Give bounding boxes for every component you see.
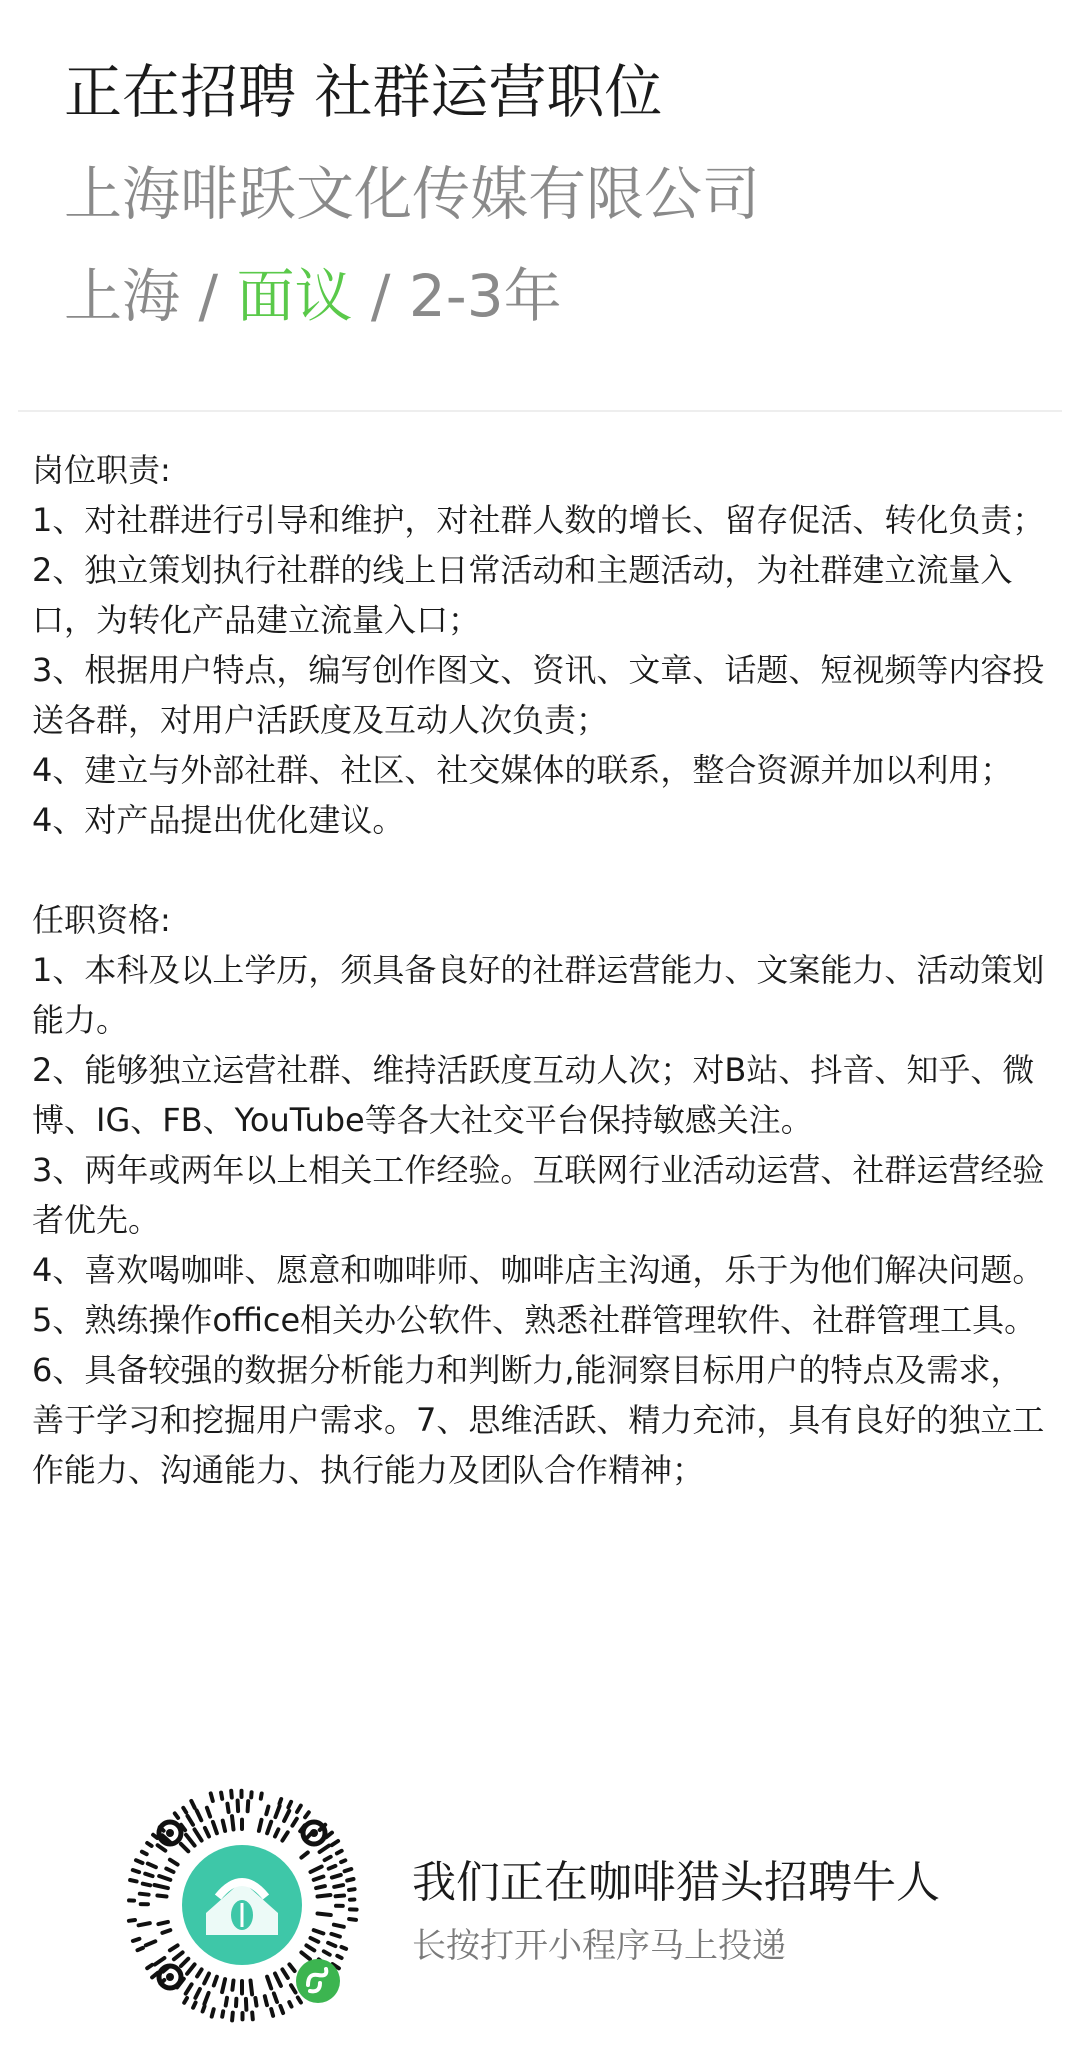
qr-ray <box>142 1852 147 1855</box>
duties-heading: 岗位职责: <box>32 451 171 489</box>
qr-ray <box>175 1813 178 1818</box>
qr-ray <box>184 1998 187 2003</box>
job-salary: 面议 <box>236 262 353 330</box>
qr-ray <box>342 1947 347 1949</box>
qr-ray <box>204 1974 209 1984</box>
job-experience: 2-3年 <box>408 262 562 330</box>
recruit-footer <box>0 1785 1080 2045</box>
section-gap <box>32 845 1047 895</box>
requirement-item: 6、具备较强的数据分析能力和判断力,能洞察目标用户的特点及需求，善于学习和挖掘用户需求。7、思维活跃、精力充沛，具有良好的独立工作能力、沟通能力、执行能力及团队合作精神； <box>32 1351 1045 1489</box>
qr-ray <box>334 1885 343 1887</box>
job-header <box>64 52 1044 336</box>
qr-ray <box>222 2011 223 2016</box>
qr-ray <box>336 1896 345 1897</box>
qr-ray <box>246 1999 247 2010</box>
qr-ray <box>325 1857 331 1860</box>
qr-ray <box>147 1843 151 1846</box>
meta-separator: / <box>352 262 409 330</box>
qr-ray <box>349 1919 356 1920</box>
qr-ray <box>232 1981 233 1990</box>
qr-ray <box>316 1886 325 1888</box>
company-name: 上海啡跃文化传媒有限公司 <box>64 160 761 228</box>
qr-ray <box>191 1801 194 1808</box>
qr-ray <box>238 1801 239 1812</box>
qr-ray <box>306 1945 314 1950</box>
qr-ray <box>280 2006 283 2013</box>
job-meta <box>64 256 1044 336</box>
qr-ray <box>232 1816 234 1829</box>
qr-ray <box>186 1984 192 1993</box>
qr-ray <box>349 1889 355 1890</box>
qr-ray <box>133 1939 140 1941</box>
qr-ray <box>334 1925 344 1927</box>
qr-ray <box>129 1920 135 1921</box>
qr-ray <box>328 1943 335 1946</box>
qr-ray <box>157 1896 166 1897</box>
qr-ray <box>284 1811 289 1821</box>
qr-ray <box>212 2009 214 2016</box>
qr-ray <box>345 1869 352 1871</box>
qr-ray <box>187 1964 195 1973</box>
duty-item: 2、独立策划执行社群的线上日常活动和主题活动，为社群建立流量入口，为转化产品建立流量入口； <box>32 551 1013 639</box>
duty-item: 3、根据用户特点，编写创作图文、资讯、文章、话题、短视频等内容投送各群，对用户活跃度及互动人次负责； <box>32 651 1045 739</box>
qr-ray <box>139 1923 150 1925</box>
qr-ray <box>311 1867 322 1872</box>
qr-ray <box>158 1922 168 1924</box>
qr-ray <box>193 2003 196 2008</box>
qr-ray <box>186 1835 195 1846</box>
qr-ray <box>329 1866 336 1869</box>
qr-ray <box>332 1875 341 1878</box>
qr-ray <box>170 1860 178 1865</box>
requirements-heading: 任职资格: <box>32 901 171 939</box>
qr-ray <box>155 1958 165 1965</box>
qr-ray <box>341 1860 345 1862</box>
requirement-item: 3、两年或两年以上相关工作经验。互联网行业活动运营、社群运营经验者优先。 <box>32 1151 1045 1239</box>
section-divider <box>18 410 1062 412</box>
mini-program-code-icon[interactable] <box>122 1785 362 2025</box>
qr-ray <box>197 1969 202 1976</box>
qr-ray <box>232 2013 233 2021</box>
qr-ray <box>280 1799 282 1804</box>
meta-separator: / <box>180 262 237 330</box>
qr-ray <box>301 1853 307 1858</box>
qr-ray <box>274 1993 277 2002</box>
qr-ray <box>337 1956 341 1958</box>
qr-ray <box>195 1989 200 1998</box>
qr-ray <box>174 1952 183 1959</box>
qr-ray <box>195 1829 202 1840</box>
qr-ray <box>154 1885 168 1888</box>
duty-item: 1、对社群进行引导和维护，对社群人数的增长、留存促活、转化负责； <box>32 501 1045 539</box>
qr-ray <box>332 1841 338 1845</box>
qr-ray <box>255 1998 256 2006</box>
qr-ray <box>226 1998 227 2006</box>
qr-ray <box>159 1876 170 1880</box>
qr-ray <box>158 1845 166 1850</box>
qr-ray <box>266 1807 268 1815</box>
qr-ray <box>301 1952 310 1959</box>
qr-ray <box>261 1794 262 1799</box>
qr-ray <box>331 1934 340 1937</box>
qr-ray <box>292 1819 296 1826</box>
qr-ray <box>140 1894 149 1895</box>
qr-ray <box>143 1884 150 1886</box>
qr-ray <box>170 1945 178 1950</box>
requirement-item: 5、熟练操作office相关办公软件、熟悉社群管理软件、社群管理工具。 <box>32 1301 1037 1339</box>
qr-ray <box>251 1981 253 1995</box>
qr-ray <box>130 1880 137 1881</box>
job-description <box>32 445 1047 1495</box>
qr-ray <box>153 1835 157 1838</box>
qr-ray <box>311 1938 319 1942</box>
qr-ray <box>265 1996 267 2005</box>
qr-ray <box>305 1812 309 1817</box>
qr-ray <box>282 1969 287 1978</box>
qr-ray <box>162 1930 170 1933</box>
qr-ray <box>222 1979 225 1992</box>
mini-program-badge-icon <box>296 1959 340 2003</box>
duty-item: 4、对产品提出优化建议。 <box>32 801 405 839</box>
qr-ray <box>145 1874 152 1876</box>
qr-ray <box>324 1951 330 1954</box>
qr-ray <box>148 1864 156 1868</box>
qr-ray <box>291 1985 296 1992</box>
qr-ray <box>275 1806 279 1817</box>
qr-ray <box>289 1964 294 1971</box>
footer-title: 我们正在咖啡猎头招聘牛人 <box>412 1857 940 1908</box>
qr-ray <box>297 1806 301 1812</box>
qr-ray <box>138 1948 143 1950</box>
qr-ray <box>227 1804 228 1812</box>
qr-ray <box>136 1860 143 1863</box>
qr-ray <box>347 1879 353 1881</box>
requirement-item: 4、喜欢喝咖啡、愿意和咖啡师、咖啡店主沟通，乐于为他们解决问题。 <box>32 1251 1045 1289</box>
qr-ray <box>205 1828 209 1837</box>
qr-ray <box>183 1808 186 1813</box>
requirement-item: 1、本科及以上学历，须具备良好的社群运营能力、文案能力、活动策划能力。 <box>32 951 1045 1039</box>
qr-ray <box>133 1870 139 1872</box>
qr-ray <box>146 1941 156 1945</box>
qr-ray <box>320 1846 329 1852</box>
duty-item: 4、建立与外部社群、社区、社交媒体的联系，整合资源并加以利用； <box>32 751 1013 789</box>
qr-ray <box>318 1914 331 1916</box>
qr-ray <box>275 1974 281 1986</box>
qr-ray <box>275 1829 278 1836</box>
qr-ray <box>288 1802 291 1808</box>
qr-ray <box>166 1869 173 1872</box>
qr-ray <box>223 1821 225 1831</box>
job-location: 上海 <box>64 262 181 330</box>
qr-ray <box>252 2013 253 2020</box>
qr-ray <box>213 1822 217 1833</box>
qr-ray <box>267 1822 271 1834</box>
qr-ray <box>207 1808 210 1817</box>
requirement-item: 2、能够独立运营社群、维持活跃度互动人次；对B站、抖音、知乎、微博、IG、FB、YouTube等各大社交平台保持敏感关注。 <box>32 1051 1035 1139</box>
job-title: 正在招聘 社群运营职位 <box>64 58 663 126</box>
qr-ray <box>188 1816 194 1825</box>
footer-subtitle: 长按打开小程序马上投递 <box>412 1926 786 1966</box>
qr-ray <box>337 1851 342 1854</box>
qr-ray <box>259 1820 262 1831</box>
qr-ray <box>271 2009 273 2016</box>
qr-ray <box>314 1930 324 1933</box>
qr-ray <box>204 1993 208 2004</box>
qr-ray <box>289 2002 291 2007</box>
qr-ray <box>298 1998 301 2003</box>
qr-ray <box>248 1801 249 1811</box>
qr-ray <box>318 1895 331 1897</box>
qr-ray <box>314 1877 324 1880</box>
qr-ray <box>203 2006 205 2011</box>
qr-ray <box>231 1791 232 1798</box>
qr-ray <box>181 1959 188 1966</box>
qr-ray <box>211 1793 213 1801</box>
qr-ray <box>282 1832 287 1840</box>
qr-ray <box>147 1965 152 1968</box>
qr-ray <box>221 1793 222 1799</box>
qr-ray <box>214 1977 217 1986</box>
qr-ray <box>181 1844 188 1851</box>
qr-ray <box>267 1977 271 1989</box>
qr-ray <box>197 1810 202 1820</box>
